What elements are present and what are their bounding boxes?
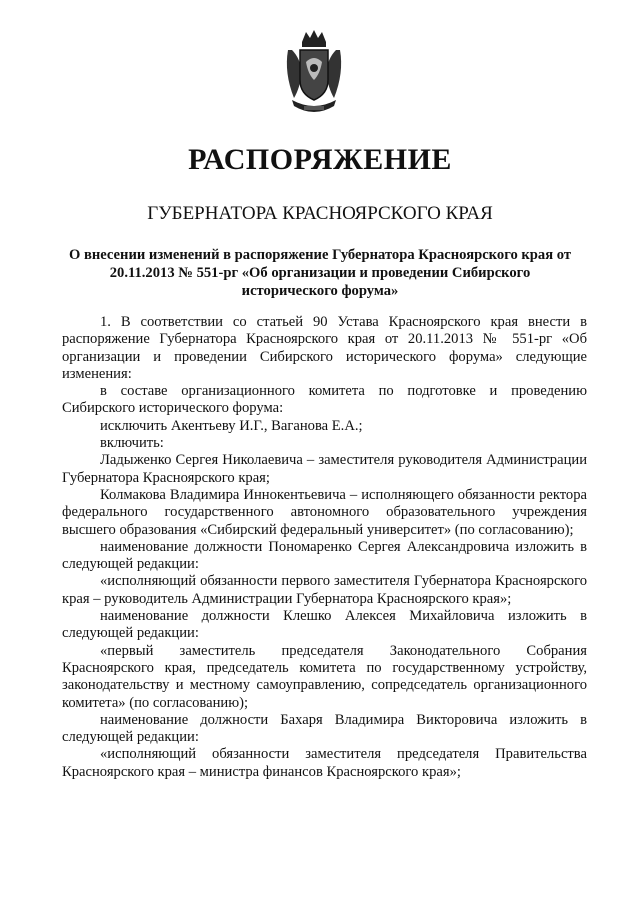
coat-of-arms-icon bbox=[282, 28, 346, 118]
paragraph: исключить Акентьеву И.Г., Ваганова Е.А.; bbox=[100, 417, 363, 434]
paragraph: в составе организационного комитета по подготовке и проведению Сибирского исторического форума: bbox=[62, 383, 587, 417]
paragraph: наименование должности Бахаря Владимира Викторовича изложить в следующей редакции: bbox=[62, 711, 587, 746]
document-title: РАСПОРЯЖЕНИЕ bbox=[188, 143, 452, 176]
paragraph: наименование должности Пономаренко Сергея Александровича изложить в следующей редакции: bbox=[62, 538, 587, 573]
paragraph: Колмакова Владимира Иннокентьевича – исполняющего обязанности ректора федерального государственного автономного образовательного учреждения высшего образования «Сибирский федеральный университет» (по согласованию); bbox=[62, 486, 587, 538]
document-subtitle: ГУБЕРНАТОРА КРАСНОЯРСКОГО КРАЯ bbox=[147, 203, 493, 224]
paragraph: наименование должности Клешко Алексея Михайловича изложить в следующей редакции: bbox=[62, 608, 587, 642]
paragraph: «исполняющий обязанности заместителя председателя Правительства Красноярского края – министра финансов Красноярского края»; bbox=[62, 746, 587, 780]
document-body bbox=[62, 314, 587, 781]
paragraph: 1. В соответствии со статьей 90 Устава Красноярского края внести в распоряжение Губернатора Красноярского края от 20.11.2013 № 551-рг «Об организации и проведении Сибирского исторического форума» следующие изменения: bbox=[62, 314, 587, 382]
paragraph: «первый заместитель председателя Законодательного Собрания Красноярского края, председатель комитета по государственному устройству, законодательству и местному самоуправлению, сопредседатель организационного комитета» (по согласованию); bbox=[62, 642, 587, 711]
paragraph: включить: bbox=[100, 435, 164, 452]
document-heading: О внесении изменений в распоряжение Губернатора Красноярского края от 20.11.2013 № 551-рг «Об организации и проведении Сибирского исторического форума» bbox=[68, 247, 572, 299]
paragraph: «исполняющий обязанности первого заместителя Губернатора Красноярского края – руководитель Администрации Губернатора Красноярского края»; bbox=[62, 573, 587, 607]
paragraph: Ладыженко Сергея Николаевича – заместителя руководителя Администрации Губернатора Красноярского края; bbox=[62, 452, 587, 486]
